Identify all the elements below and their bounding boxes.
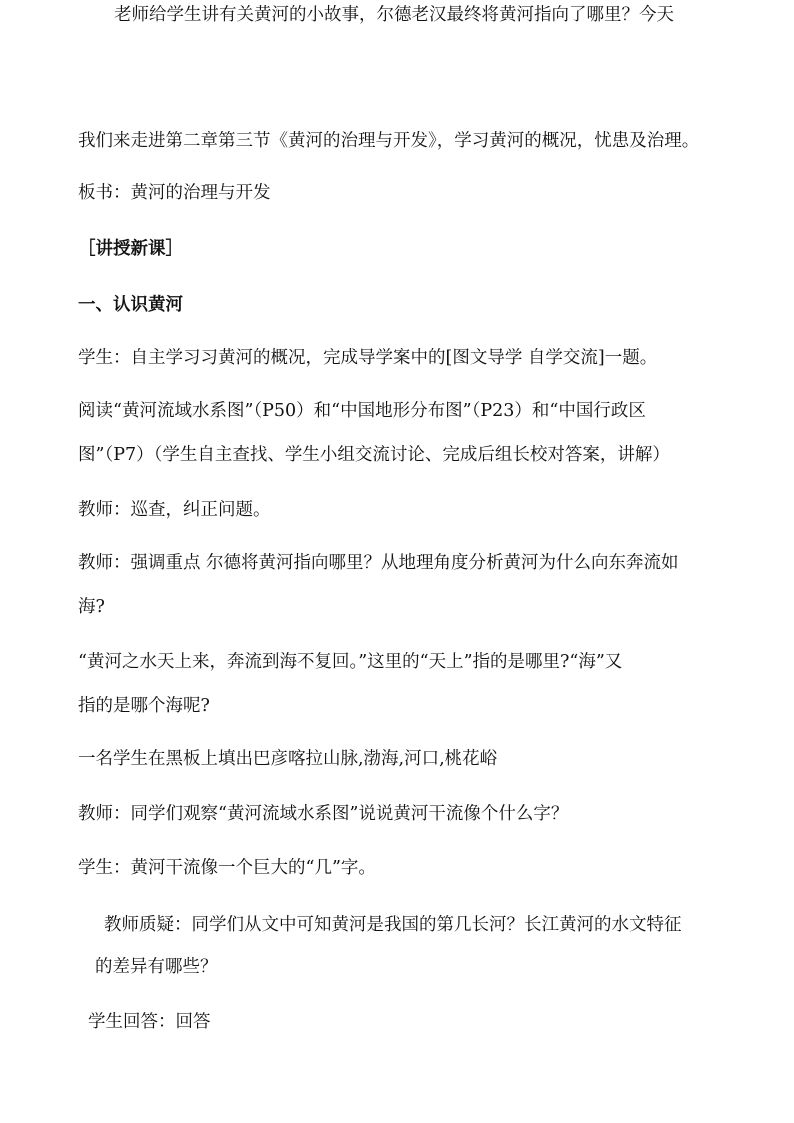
teacher-emphasis-line-1: 教师：强调重点 尔德将黄河指向哪里？从地理角度分析黄河为什么向东奔流如	[78, 553, 679, 573]
teacher-emphasis-line-2: 海?	[78, 597, 105, 617]
student-answer-shape: 学生：黄河干流像一个巨大的“几”字。	[78, 858, 376, 878]
student-self-study: 学生：自主学习习黄河的概况，完成导学案中的[图文导学 自学交流]一题。	[78, 348, 658, 368]
reading-task-line-2: 图”（P7）（学生自主查找、学生小组交流讨论、完成后组长校对答案，讲解）	[78, 445, 670, 465]
intro-line-1: 老师给学生讲有关黄河的小故事，尔德老汉最终将黄河指向了哪里？今天	[114, 5, 674, 25]
teacher-inspect: 教师：巡查，纠正问题。	[78, 500, 271, 520]
section-heading-new-lesson: ［讲授新课］	[78, 239, 183, 259]
blackboard-title: 板书：黄河的治理与开发	[78, 183, 271, 203]
poem-question-line-1: “黄河之水天上来，奔流到海不复回。”这里的“天上”指的是哪里?“海”又	[78, 652, 623, 672]
intro-line-2: 我们来走进第二章第三节《黄河的治理与开发》，学习黄河的概况，忧患及治理。	[78, 131, 700, 151]
poem-question-line-2: 指的是哪个海呢?	[78, 696, 210, 716]
student-blackboard-answer: 一名学生在黑板上填出巴彦喀拉山脉,渤海,河口,桃花峪	[78, 749, 498, 769]
teacher-observe-question: 教师：同学们观察“黄河流域水系图”说说黄河干流像个什么字？	[78, 804, 569, 824]
subsection-heading-know-yellow-river: 一、认识黄河	[78, 295, 183, 315]
teacher-doubt-line-2: 的差异有哪些？	[95, 957, 218, 977]
student-reply: 学生回答：回答	[88, 1012, 211, 1032]
teacher-doubt-line-1: 教师质疑：同学们从文中可知黄河是我国的第几长河？长江黄河的水文特征	[104, 915, 682, 935]
reading-task-line-1: 阅读“黄河流域水系图”（P50）和“中国地形分布图”（P23）和“中国行政区	[78, 401, 646, 421]
